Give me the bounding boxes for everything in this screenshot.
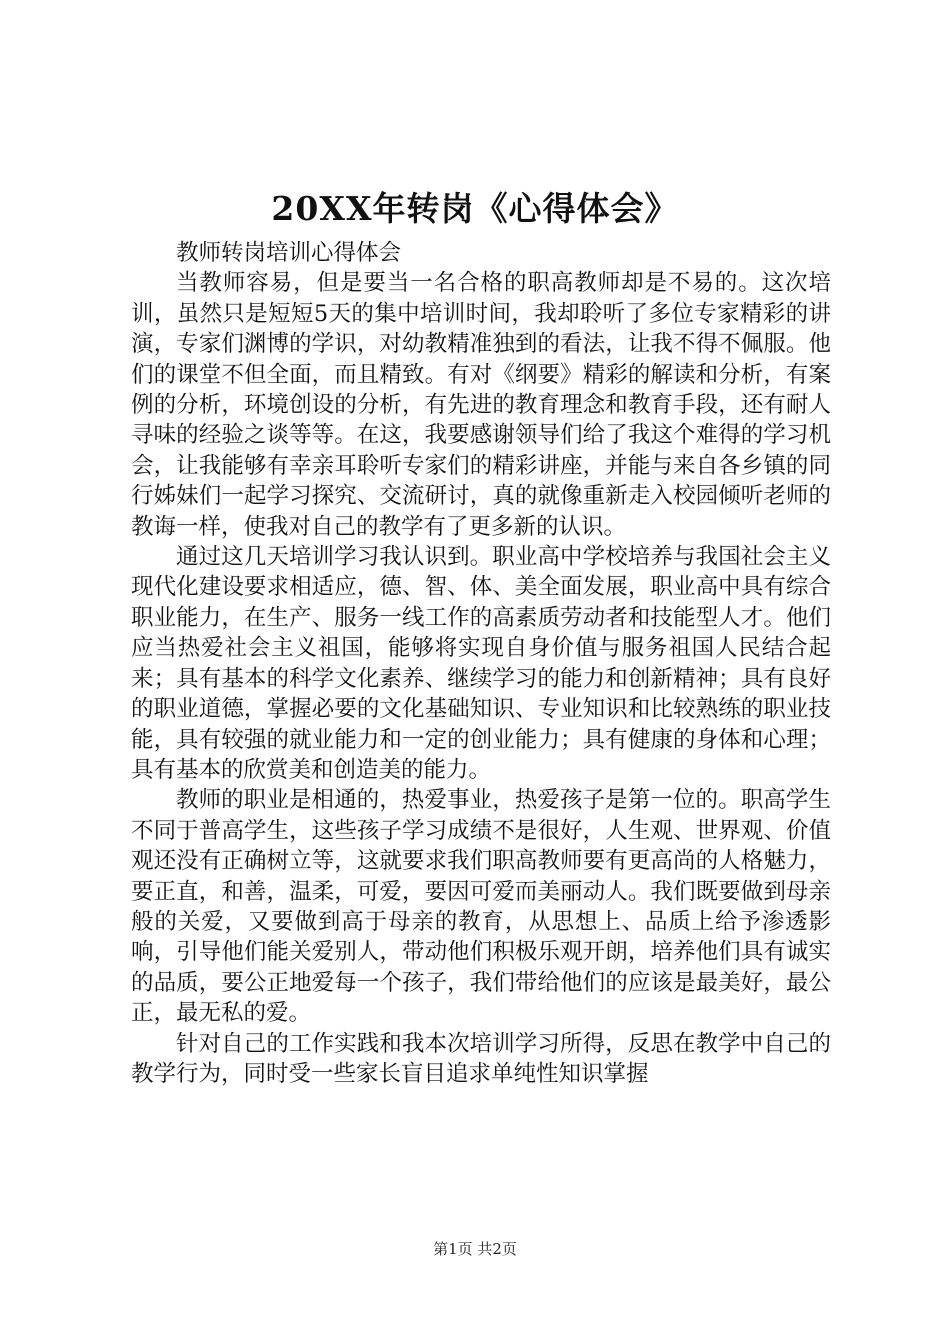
page-footer: 第1页 共2页: [433, 1240, 517, 1258]
body-paragraph: 教师的职业是相通的，热爱事业，热爱孩子是第一位的。职高学生不同于普高学生，这些孩子学习成绩不是很好，人生观、世界观、价值观还没有正确树立等，这就要求我们职高教师要有更高尚的人格魅力，要正直，和善，温柔，可爱，要因可爱而美丽动人。我们既要做到母亲般的关爱，又要做到高于母亲的教育，从思想上、品质上给予渗透影响，引导他们能关爱别人，带动他们积极乐观开朗，培养他们具有诚实的品质，要公正地爱每一个孩子，我们带给他们的应该是最美好，最公正，最无私的爱。: [131, 787, 831, 1027]
document-body: [131, 238, 831, 1089]
document-title: 20XX年转岗《心得体会》: [271, 189, 679, 228]
subtitle-paragraph: 教师转岗培训心得体会: [176, 240, 402, 266]
body-paragraph: 针对自己的工作实践和我本次培训学习所得，反思在教学中自己的教学行为，同时受一些家长盲目追求单纯性知识掌握: [131, 1030, 831, 1087]
body-paragraph: 通过这几天培训学习我认识到。职业高中学校培养与我国社会主义现代化建设要求相适应，德、智、体、美全面发展，职业高中具有综合职业能力，在生产、服务一线工作的高素质劳动者和技能型人才。他们应当热爱社会主义祖国，能够将实现自身价值与服务祖国人民结合起来；具有基本的科学文化素养、继续学习的能力和创新精神；具有良好的职业道德，掌握必要的文化基础知识、专业知识和比较熟练的职业技能，具有较强的就业能力和一定的创业能力；具有健康的身体和心理；具有基本的欣赏美和创造美的能力。: [131, 544, 831, 783]
body-paragraph: 当教师容易，但是要当一名合格的职高教师却是不易的。这次培训，虽然只是短短5天的集中培训时间，我却聆听了多位专家精彩的讲演，专家们渊博的学识，对幼教精准独到的看法，让我不得不佩服。他们的课堂不但全面，而且精致。有对《纲要》精彩的解读和分析，有案例的分析，环境创设的分析，有先进的教育理念和教育手段，还有耐人寻味的经验之谈等等。在这，我要感谢领导们给了我这个难得的学习机会，让我能够有幸亲耳聆听专家们的精彩讲座，并能与来自各乡镇的同行姊妹们一起学习探究、交流研讨，真的就像重新走入校园倾听老师的教诲一样，使我对自己的教学有了更多新的认识。: [131, 270, 831, 540]
